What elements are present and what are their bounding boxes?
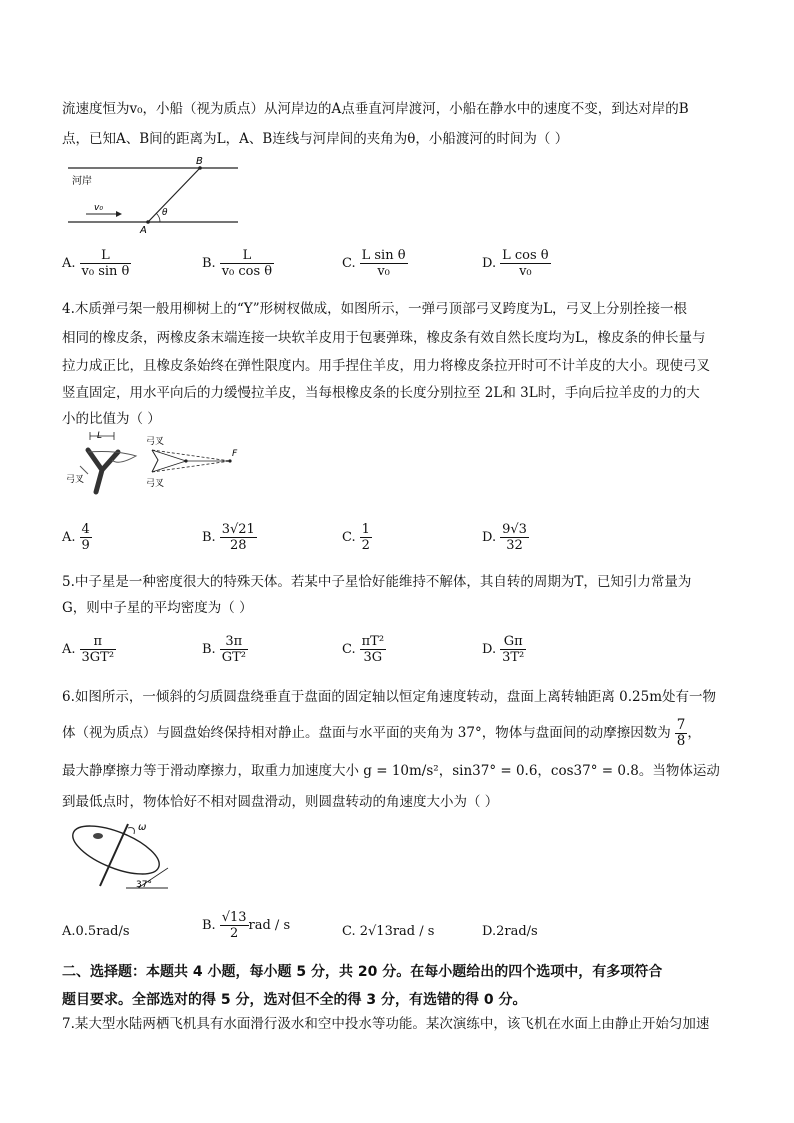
q6-option-c: C. 2√13rad / s: [342, 924, 435, 939]
point-b-label: B: [196, 156, 203, 167]
q4-option-c: C. $\frac{1}{2}$: [342, 522, 370, 553]
fork-label-top: 弓叉: [146, 437, 165, 447]
q5-line-2: G，则中子星的平均密度为（ ）: [62, 600, 253, 616]
q3-option-a: A. $\frac{L}{\text{v₀ sin θ}}$: [62, 248, 130, 279]
angle-theta-label: θ: [162, 208, 168, 218]
q3-option-b: B. $\frac{L}{\text{v₀ cos θ}}$: [202, 248, 273, 279]
q5-line-1: 5.中子星是一种密度很大的特殊天体。若某中子星恰好能维持不解体，其自转的周期为T，已知引力常量为: [62, 574, 692, 590]
section-2-heading-line-1: 二、选择题：本题共 4 小题，每小题 5 分，共 20 分。在每小题给出的四个选项中，有多项符合: [62, 964, 663, 980]
friction-coefficient-fraction: $\frac{7}{8}$: [676, 717, 686, 749]
q5-option-d: D. $\frac{G\pi}{\text{3T²}}$: [482, 634, 525, 665]
force-f-label: F: [232, 449, 238, 459]
q6-line-1: 6.如图所示，一倾斜的匀质圆盘绕垂直于盘面的固定轴以恒定角速度转动，盘面上离转轴距离 0.25m处有一物: [62, 689, 717, 705]
q7-line-1: 7.某大型水陆两栖飞机具有水面滑行汲水和空中投水等功能。某次演练中，该飞机在水面上由静止开始匀加速: [62, 1016, 710, 1032]
q4-line-5: 小的比值为（ ）: [62, 411, 161, 427]
section-2-heading-line-2: 题目要求。全部选对的得 5 分，选对但不全的得 3 分，有选错的得 0 分。: [62, 992, 527, 1008]
q5-option-b: B. $\frac{3\pi}{\text{GT²}}$: [202, 634, 246, 665]
q6-option-a: A.0.5rad/s: [62, 924, 130, 939]
fork-label-bottom: 弓叉: [146, 479, 165, 489]
span-l-label: L: [97, 431, 103, 441]
fork-label-left: 弓叉: [66, 475, 85, 485]
q6-option-d: D.2rad/s: [482, 924, 538, 939]
q6-line-2: 体（视为质点）与圆盘始终保持相对静止。盘面与水平面的夹角为 37°，物体与盘面间的动摩擦因数为 $\frac{7}{8}$ ，: [62, 717, 701, 749]
q4-line-2: 相同的橡皮条，两橡皮条末端连接一块软羊皮用于包裹弹珠，橡皮条有效自然长度均为L，橡皮条的伸长量与: [62, 330, 706, 346]
q6-option-b: B. $\frac{√13}{2}$ rad / s: [202, 910, 291, 941]
q6-line-4: 到最低点时，物体恰好不相对圆盘滑动，则圆盘转动的角速度大小为（ ）: [62, 794, 499, 810]
q5-option-a: A. $\frac{\pi}{\text{3GT²}}$: [62, 634, 115, 665]
flow-velocity-label: v₀: [94, 203, 103, 213]
q4-option-a: A. $\frac{4}{9}$: [62, 522, 90, 553]
angle-37-label: 37°: [136, 880, 152, 890]
q3-option-c: C. $\frac{\text{L sin θ}}{\text{v₀}}$: [342, 248, 406, 279]
q4-line-1: 4.木质弹弓架一般用柳树上的“Y”形树杈做成，如图所示，一弹弓顶部弓叉跨度为L，弓叉上分别拴接一根: [62, 301, 688, 317]
q6-line-3: 最大静摩擦力等于滑动摩擦力，取重力加速度大小 g = 10m/s²，sin37° = 0.6，cos37° = 0.8。当物体运动: [62, 763, 720, 779]
q6-line-2-text: 体（视为质点）与圆盘始终保持相对静止。盘面与水平面的夹角为 37°，物体与盘面间的动摩擦因数为: [62, 725, 671, 741]
q5-option-c: C. $\frac{\text{πT²}}{3G}$: [342, 634, 385, 665]
q4-line-4: 竖直固定，用水平向后的力缓慢拉羊皮，当每根橡皮条的长度分别拉至 2L和 3L时，手向后拉羊皮的力的大: [62, 385, 700, 401]
q3-option-d: D. $\frac{\text{L cos θ}}{\text{v₀}}$: [482, 248, 549, 279]
bank-label: 河岸: [72, 176, 92, 187]
q3-line-1: 流速度恒为v₀，小船（视为质点）从河岸边的A点垂直河岸渡河，小船在静水中的速度不变，到达对岸的B: [62, 101, 689, 117]
q4-line-3: 拉力成正比，且橡皮条始终在弹性限度内。用手捏住羊皮，用力将橡皮条拉开时可不计羊皮的大小。现使弓叉: [62, 358, 710, 374]
slingshot-figure: [66, 430, 246, 504]
q4-option-d: D. $\frac{9√3}{32}$: [482, 522, 527, 553]
tilted-disc-figure: [64, 820, 184, 900]
q3-line-2: 点，已知A、B间的距离为L，A、B连线与河岸间的夹角为θ，小船渡河的时间为（ ）: [62, 131, 569, 147]
point-a-label: A: [140, 225, 147, 234]
omega-label: ω: [138, 822, 147, 833]
river-crossing-figure: [68, 154, 244, 238]
q4-option-b: B. $\frac{3√21}{28}$: [202, 522, 255, 553]
